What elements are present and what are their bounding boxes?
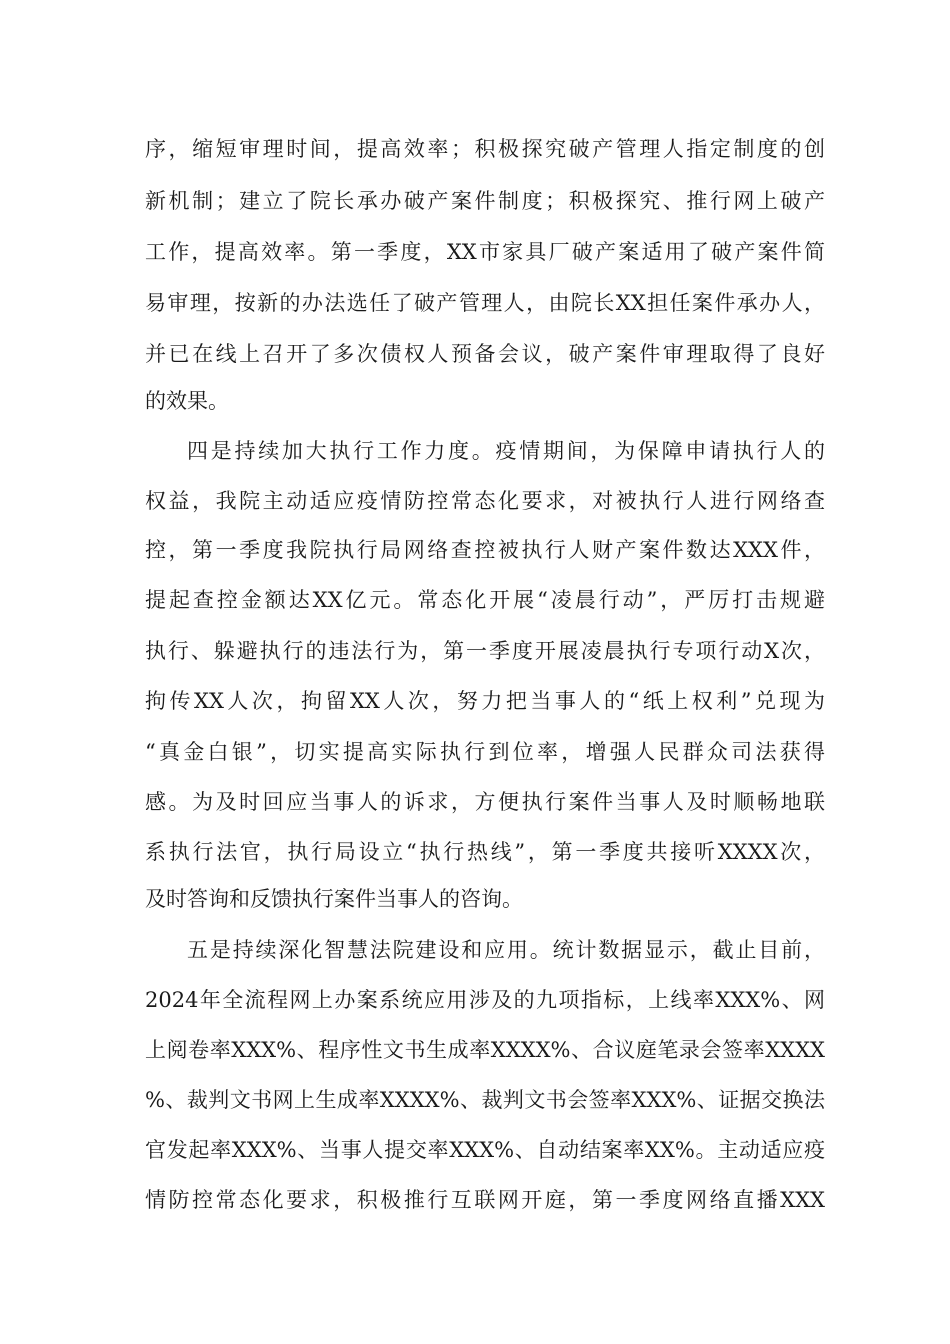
- paragraph-2-line-7: “真金白银”，切实提高实际执行到位率，增强人民群众司法获得: [145, 740, 825, 764]
- paragraph-1-line-5: 并已在线上召开了多次债权人预备会议，破产案件审理取得了良好: [145, 342, 825, 366]
- paragraph-2-line-5: 执行、躲避执行的违法行为，第一季度开展凌晨执行专项行动X次，: [145, 639, 825, 663]
- paragraph-3-line-1: 五是持续深化智慧法院建设和应用。统计数据显示，截止目前，: [187, 938, 825, 962]
- paragraph-1-line-2: 新机制；建立了院长承办破产案件制度；积极探究、推行网上破产: [145, 189, 825, 213]
- paragraph-3-line-4: %、裁判文书网上生成率XXXX%、裁判文书会签率XXX%、证据交换法: [145, 1088, 825, 1112]
- paragraph-3-line-6: 情防控常态化要求，积极推行互联网开庭，第一季度网络直播XXX: [145, 1188, 825, 1212]
- paragraph-2-line-4: 提起查控金额达XX亿元。常态化开展“凌晨行动”，严厉打击规避: [145, 588, 825, 612]
- paragraph-2-line-1: 四是持续加大执行工作力度。疫情期间，为保障申请执行人的: [187, 439, 825, 463]
- paragraph-3-line-5: 官发起率XXX%、当事人提交率XXX%、自动结案率XX%。主动适应疫: [145, 1138, 825, 1162]
- paragraph-3-line-3: 上阅卷率XXX%、程序性文书生成率XXXX%、合议庭笔录会签率XXXX: [145, 1038, 825, 1062]
- paragraph-1-line-4: 易审理，按新的办法选任了破产管理人，由院长XX担任案件承办人，: [145, 291, 825, 315]
- paragraph-1-line-3: 工作，提高效率。第一季度，XX市家具厂破产案适用了破产案件简: [145, 240, 825, 264]
- paragraph-1-line-1: 序，缩短审理时间，提高效率；积极探究破产管理人指定制度的创: [145, 137, 825, 161]
- paragraph-2-line-3: 控，第一季度我院执行局网络查控被执行人财产案件数达XXX件，: [145, 538, 825, 562]
- paragraph-3-line-2: 2024年全流程网上办案系统应用涉及的九项指标，上线率XXX%、网: [145, 988, 825, 1012]
- paragraph-2-line-8: 感。为及时回应当事人的诉求，方便执行案件当事人及时顺畅地联: [145, 790, 825, 814]
- paragraph-2-line-2: 权益，我院主动适应疫情防控常态化要求，对被执行人进行网络查: [145, 489, 825, 513]
- paragraph-1-line-6: 的效果。: [145, 389, 229, 413]
- paragraph-2-line-9: 系执行法官，执行局设立“执行热线”，第一季度共接听XXXX次，: [145, 840, 825, 864]
- paragraph-2-line-6: 拘传XX人次，拘留XX人次，努力把当事人的“纸上权利”兑现为: [145, 689, 825, 713]
- paragraph-2-line-10: 及时答询和反馈执行案件当事人的咨询。: [145, 887, 523, 911]
